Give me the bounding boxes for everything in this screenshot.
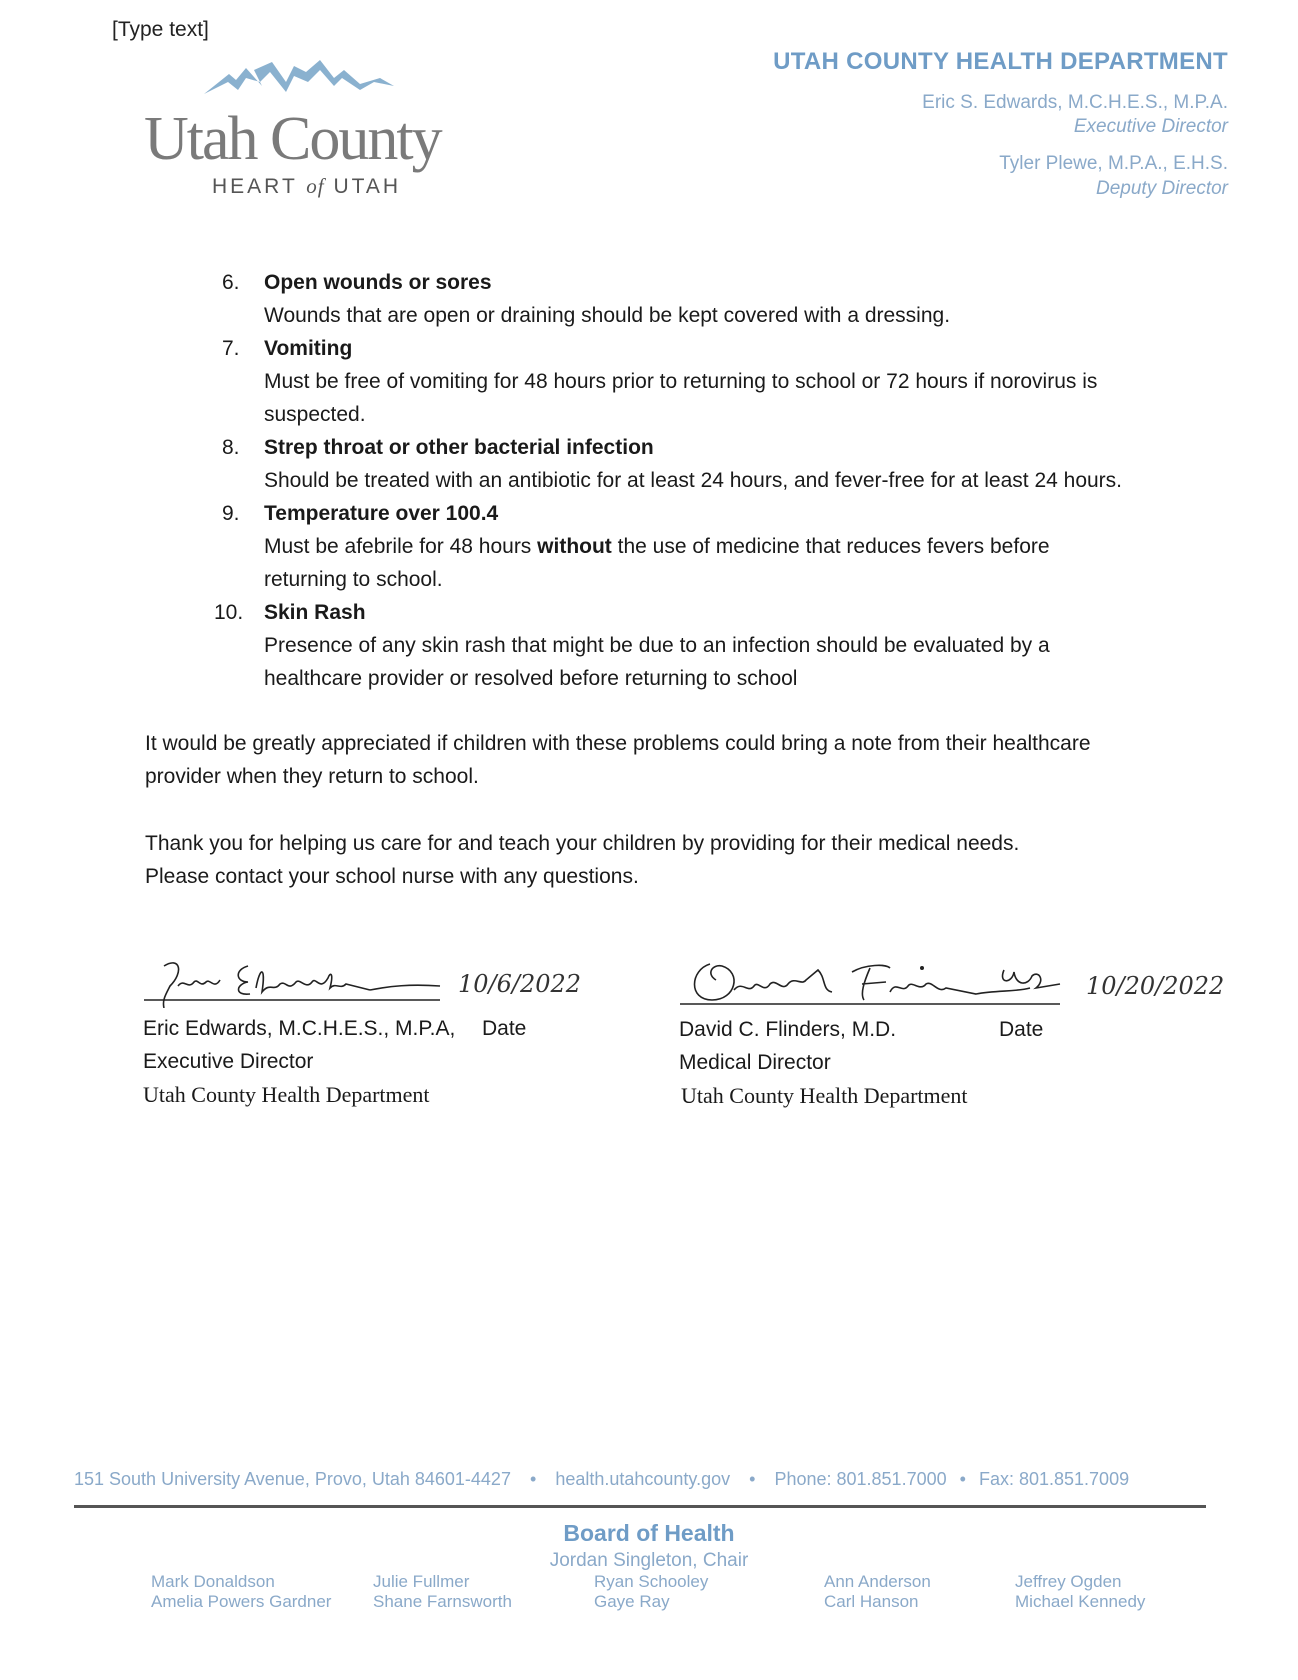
list-number: 6.	[222, 271, 240, 294]
board-member: Amelia Powers Gardner	[151, 1592, 332, 1611]
board-member: Julie Fullmer	[373, 1572, 470, 1591]
list-item-title: Vomiting	[264, 337, 353, 360]
note-paragraph: It would be greatly appreciated if children with these problems could bring a note from their healthcare provider when they return to school.	[145, 732, 1091, 788]
list-number: 8.	[222, 436, 240, 459]
deputy-director-name: Tyler Plewe, M.P.A., E.H.S.	[999, 153, 1228, 174]
logo-tagline-b: UTAH	[333, 175, 402, 198]
logo-tagline	[212, 174, 401, 199]
signer-left-date-label: Date	[482, 1017, 527, 1040]
logo-wordmark: Utah County	[144, 105, 441, 173]
signer-right-org: Utah County Health Department	[681, 1083, 968, 1108]
list-item-title: Open wounds or sores	[264, 271, 492, 294]
department-name: UTAH COUNTY HEALTH DEPARTMENT	[773, 48, 1228, 75]
footer-fax: Fax: 801.851.7009	[978, 1469, 1130, 1489]
executive-director-title: Executive Director	[1073, 116, 1228, 137]
list-item-body: Presence of any skin rash that might be due to an infection should be evaluated by a healthcare provider or resolved before returning to school	[264, 634, 1050, 690]
signature-eric-edwards	[140, 952, 600, 1008]
logo-tagline-of: of	[306, 174, 325, 198]
board-member: Gaye Ray	[594, 1592, 670, 1611]
signer-right-name: David C. Flinders, M.D.	[679, 1018, 897, 1041]
signer-left-name: Eric Edwards, M.C.H.E.S., M.P.A,	[143, 1017, 456, 1040]
list-number: 7.	[222, 337, 240, 360]
list-item-body: Should be treated with an antibiotic for at least 24 hours, and fever-free for at least 24 hours.	[264, 469, 1123, 492]
list-item-title: Strep throat or other bacterial infection	[264, 436, 654, 459]
board-member: Ryan Schooley	[594, 1572, 709, 1591]
board-member: Michael Kennedy	[1015, 1592, 1146, 1611]
contact-line: Please contact your school nurse with any questions.	[145, 865, 639, 888]
list-item	[222, 266, 1202, 332]
symptom-list	[214, 266, 1202, 695]
signer-right-title: Medical Director	[679, 1051, 831, 1074]
signature-david-flinders	[676, 950, 1266, 1020]
board-member: Mark Donaldson	[151, 1572, 275, 1591]
logo-tagline-a: HEART	[212, 175, 298, 198]
signer-left-org: Utah County Health Department	[143, 1082, 430, 1107]
executive-director-name: Eric S. Edwards, M.C.H.E.S., M.P.A.	[922, 92, 1228, 113]
mountain-icon	[184, 56, 414, 106]
list-item	[214, 596, 1202, 695]
board-title: Board of Health	[563, 1520, 735, 1546]
list-item-body: Must be free of vomiting for 48 hours prior to returning to school or 72 hours if norovirus is suspected.	[264, 370, 1098, 426]
list-item-title: Skin Rash	[264, 601, 366, 624]
board-chair: Jordan Singleton, Chair	[549, 1550, 749, 1571]
list-item-title: Temperature over 100.4	[264, 502, 499, 525]
list-item	[222, 332, 1202, 431]
board-member: Shane Farnsworth	[373, 1592, 512, 1611]
list-item	[222, 431, 1202, 497]
board-member: Jeffrey Ogden	[1015, 1572, 1122, 1591]
footer-separator: •	[529, 1469, 537, 1489]
board-member: Ann Anderson	[824, 1572, 931, 1591]
body-text: Must be afebrile for 48 hours	[264, 535, 538, 558]
signer-left-title: Executive Director	[143, 1050, 314, 1073]
list-item-body: Wounds that are open or draining should be kept covered with a dressing.	[264, 304, 951, 327]
footer-address: 151 South University Avenue, Provo, Utah 84601-4427	[74, 1469, 511, 1489]
footer-phone: Phone: 801.851.7000	[774, 1469, 947, 1489]
footer-separator: •	[959, 1469, 966, 1489]
footer-contact-line	[74, 1469, 1204, 1490]
list-number: 9.	[222, 502, 240, 525]
footer-separator: •	[749, 1469, 756, 1489]
placeholder-text: [Type text]	[112, 18, 209, 41]
deputy-director-title: Deputy Director	[1096, 178, 1228, 199]
footer-divider	[74, 1505, 1206, 1508]
body-text: the use of medicine that reduces fevers before returning to school.	[264, 535, 1050, 591]
utah-county-logo	[144, 56, 484, 206]
body-emphasis: without	[537, 535, 612, 558]
handwritten-date-right: 10/20/2022	[1086, 972, 1225, 1000]
signer-right-date-label: Date	[999, 1018, 1044, 1041]
footer-website: health.utahcounty.gov	[555, 1469, 731, 1489]
list-item	[222, 497, 1202, 596]
handwritten-date-left: 10/6/2022	[458, 970, 582, 998]
list-number: 10.	[214, 601, 244, 624]
board-member: Carl Hanson	[824, 1592, 919, 1611]
list-item-body	[264, 530, 1104, 596]
thanks-line: Thank you for helping us care for and teach your children by providing for their medical needs.	[145, 832, 1020, 855]
